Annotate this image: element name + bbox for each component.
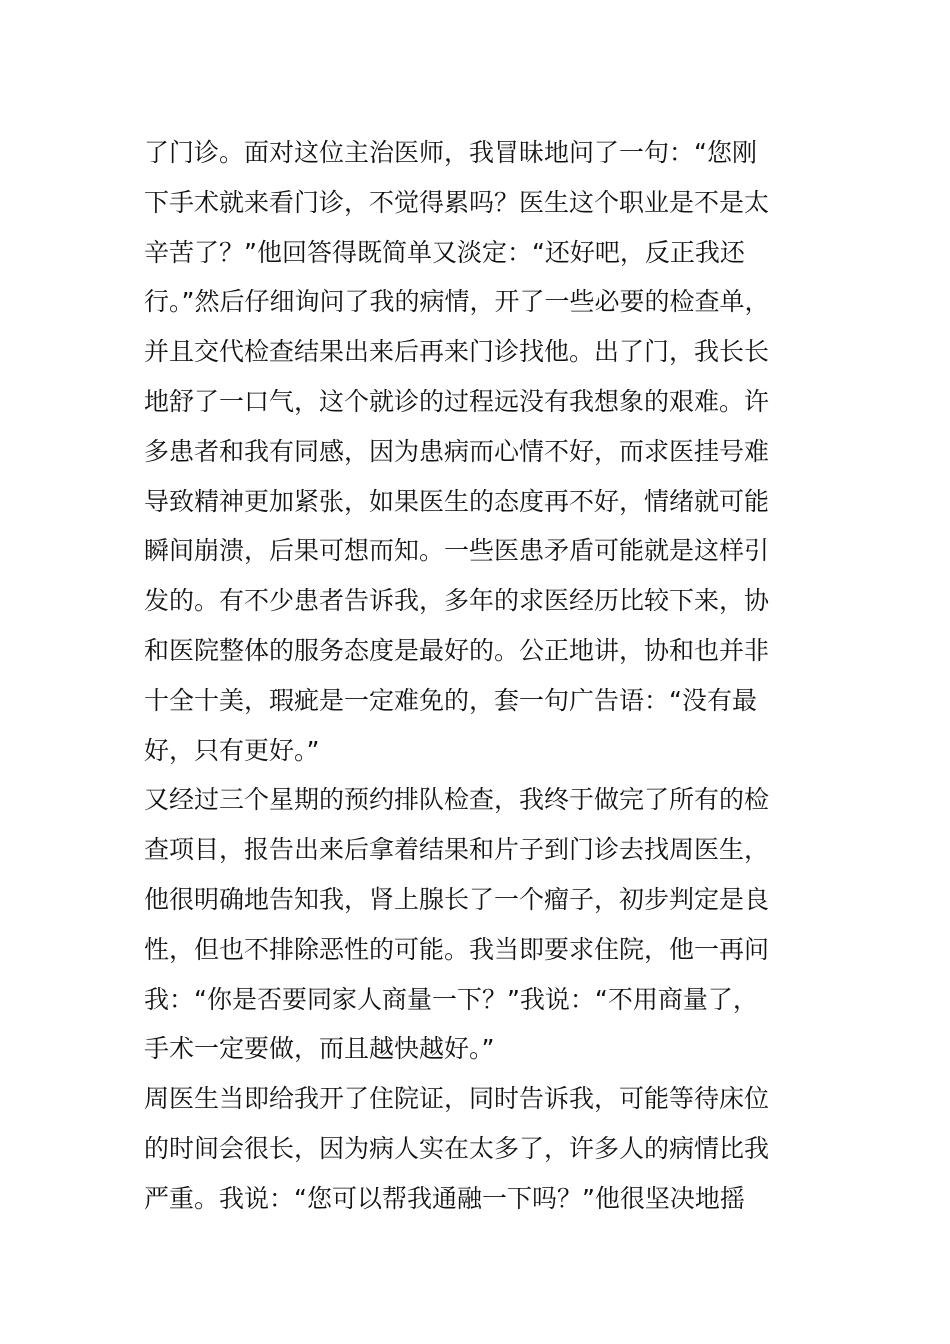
text-line: 辛苦了？”他回答得既简单又淡定：“还好吧，反正我还: [144, 237, 745, 267]
text-line: 的时间会很长，因为病人实在太多了，许多人的病情比我: [144, 1133, 770, 1163]
text-line: 周医生当即给我开了住院证，同时告诉我，可能等待床位: [144, 1084, 770, 1114]
text-line: 导致精神更加紧张，如果医生的态度再不好，情绪就可能: [144, 486, 770, 516]
text-line: 行。”然后仔细询问了我的病情，开了一些必要的检查单，: [144, 287, 770, 317]
text-line: 和医院整体的服务态度是最好的。公正地讲，协和也并非: [144, 635, 770, 665]
text-line: 十全十美，瑕疵是一定难免的，套一句广告语：“没有最: [144, 685, 757, 715]
text-line: 瞬间崩溃，后果可想而知。一些医患矛盾可能就是这样引: [144, 536, 770, 566]
text-line: 好，只有更好。”: [144, 735, 320, 765]
text-line: 发的。有不少患者告诉我，多年的求医经历比较下来，协: [144, 586, 770, 616]
text-line: 严重。我说：“您可以帮我通融一下吗？”他很坚决地摇: [144, 1183, 745, 1213]
text-line: 并且交代检查结果出来后再来门诊找他。出了门，我长长: [144, 337, 770, 367]
text-line: 手术一定要做，而且越快越好。”: [144, 1034, 495, 1064]
text-line: 多患者和我有同感，因为患病而心情不好，而求医挂号难: [144, 436, 770, 466]
text-line: 地舒了一口气，这个就诊的过程远没有我想象的艰难。许: [144, 386, 770, 416]
text-line: 又经过三个星期的预约排队检查，我终于做完了所有的检: [144, 785, 770, 815]
text-line: 他很明确地告知我，肾上腺长了一个瘤子，初步判定是良: [144, 884, 770, 914]
text-line: 查项目，报告出来后拿着结果和片子到门诊去找周医生，: [144, 835, 770, 865]
text-line: 我：“你是否要同家人商量一下？”我说：“不用商量了，: [144, 984, 758, 1014]
body-text: [144, 128, 809, 1224]
text-line: 了门诊。面对这位主治医师，我冒昧地问了一句：“您刚: [144, 138, 757, 167]
text-line: 性，但也不排除恶性的可能。我当即要求住院，他一再问: [144, 934, 770, 964]
text-line: 下手术就来看门诊，不觉得累吗？医生这个职业是不是太: [144, 187, 770, 217]
